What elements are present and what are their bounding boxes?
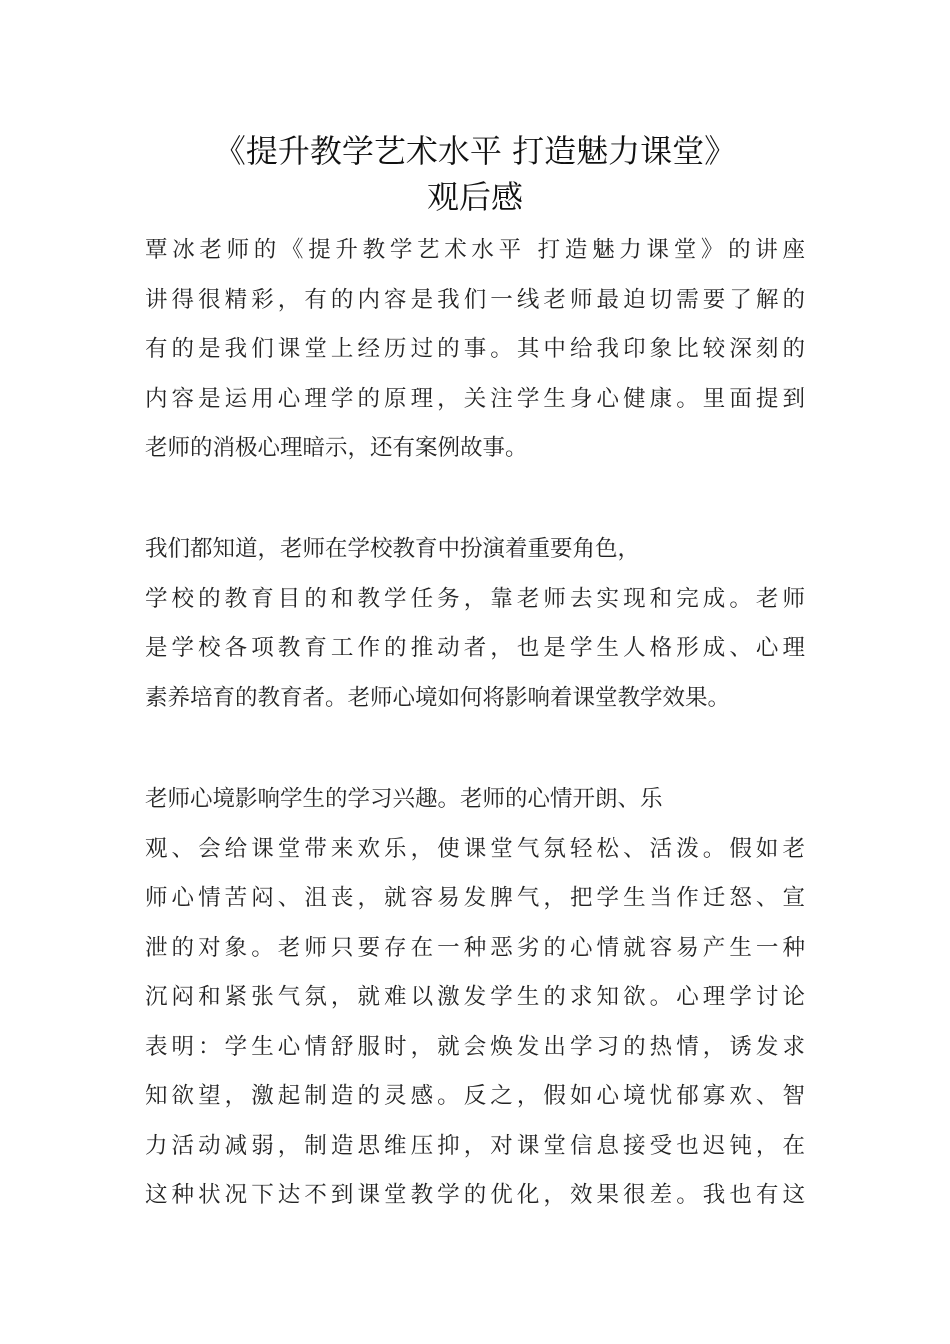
paragraph-line: 素养培育的教育者。老师心境如何将影响着课堂教学效果。 <box>145 684 731 711</box>
paragraph-line: 有的是我们课堂上经历过的事。其中给我印象比较深刻的 <box>145 336 805 362</box>
paragraph-3 <box>145 775 805 1221</box>
paragraph-line: 泄的对象。老师只要存在一种恶劣的心情就容易产生一种 <box>145 934 805 961</box>
paragraph-line: 讲得很精彩，有的内容是我们一线老师最迫切需要了解的 <box>145 286 805 313</box>
paragraph-line: 我们都知道，老师在学校教育中扮演着重要角色， <box>145 536 641 562</box>
paragraph-line: 是学校各项教育工作的推动者，也是学生人格形成、心理 <box>145 635 805 661</box>
paragraph-line: 师心情苦闷、沮丧，就容易发脾气，把学生当作迁怒、宣 <box>145 885 805 911</box>
paragraph-line: 知欲望，激起制造的灵感。反之，假如心境忧郁寡欢、智 <box>145 1083 805 1109</box>
paragraph-line: 老师的消极心理暗示，还有案例故事。 <box>145 435 528 461</box>
paragraph-line: 这种状况下达不到课堂教学的优化，效果很差。我也有这 <box>145 1182 805 1208</box>
paragraph-line: 表明：学生心情舒服时，就会焕发出学习的热情，诱发求 <box>145 1033 805 1060</box>
title-line-1: 《提升教学艺术水平 打造魅力课堂》 <box>213 132 737 170</box>
paragraph-line: 学校的教育目的和教学任务，靠老师去实现和完成。老师 <box>145 585 805 612</box>
title-line-2: 观后感 <box>426 178 523 216</box>
paragraph-line: 力活动减弱，制造思维压抑，对课堂信息接受也迟钝，在 <box>145 1132 805 1159</box>
paragraph-line: 沉闷和紧张气氛，就难以激发学生的求知欲。心理学讨论 <box>145 984 805 1010</box>
paragraph-line: 覃冰老师的《提升教学艺术水平 打造魅力课堂》的讲座 <box>145 237 805 263</box>
paragraph-line: 内容是运用心理学的原理，关注学生身心健康。里面提到 <box>145 385 805 412</box>
paragraph-2 <box>145 525 805 723</box>
paragraph-1 <box>145 226 805 474</box>
paragraph-line: 观、会给课堂带来欢乐，使课堂气氛轻松、活泼。假如老 <box>145 835 805 862</box>
document-title <box>145 128 805 220</box>
paragraph-line: 老师心境影响学生的学习兴趣。老师的心情开朗、乐 <box>145 786 663 812</box>
